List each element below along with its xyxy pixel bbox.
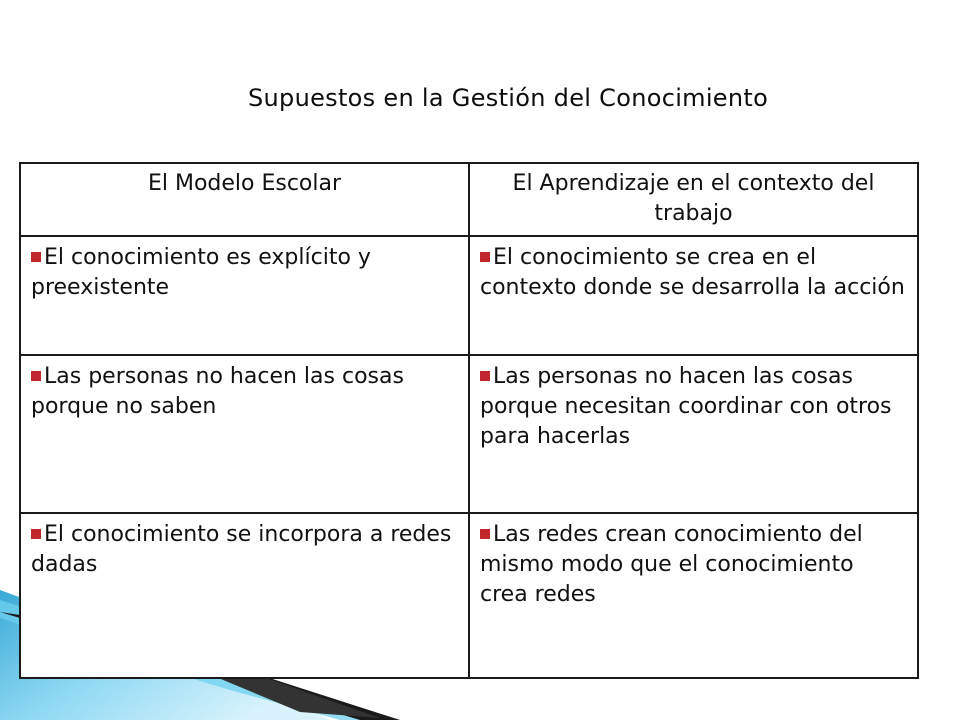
cell-text: Las personas no hacen las cosas porque no saben <box>31 364 404 419</box>
table-row <box>20 513 918 678</box>
comparison-table <box>19 162 919 679</box>
cell-text: Las redes crean conocimiento del mismo modo que el conocimiento crea redes <box>480 522 863 607</box>
table-row <box>20 355 918 513</box>
table-header-row <box>20 163 918 236</box>
cell-text: El conocimiento es explícito y preexistente <box>31 245 371 300</box>
column-header-modelo-escolar: El Modelo Escolar <box>20 163 469 236</box>
table-cell <box>469 513 918 678</box>
square-bullet-icon <box>31 252 41 262</box>
cell-text: Las personas no hacen las cosas porque necesitan coordinar con otros para hacerlas <box>480 364 892 449</box>
table-cell <box>20 513 469 678</box>
table-cell <box>469 236 918 355</box>
table-cell <box>20 236 469 355</box>
square-bullet-icon <box>480 252 490 262</box>
square-bullet-icon <box>480 371 490 381</box>
table-cell <box>469 355 918 513</box>
slide-title: Supuestos en la Gestión del Conocimiento <box>248 84 769 112</box>
square-bullet-icon <box>480 529 490 539</box>
square-bullet-icon <box>31 371 41 381</box>
table-cell <box>20 355 469 513</box>
column-header-aprendizaje: El Aprendizaje en el contexto del trabajo <box>469 163 918 236</box>
table-row <box>20 236 918 355</box>
cell-text: El conocimiento se incorpora a redes dadas <box>31 522 452 577</box>
square-bullet-icon <box>31 529 41 539</box>
cell-text: El conocimiento se crea en el contexto donde se desarrolla la acción <box>480 245 905 300</box>
